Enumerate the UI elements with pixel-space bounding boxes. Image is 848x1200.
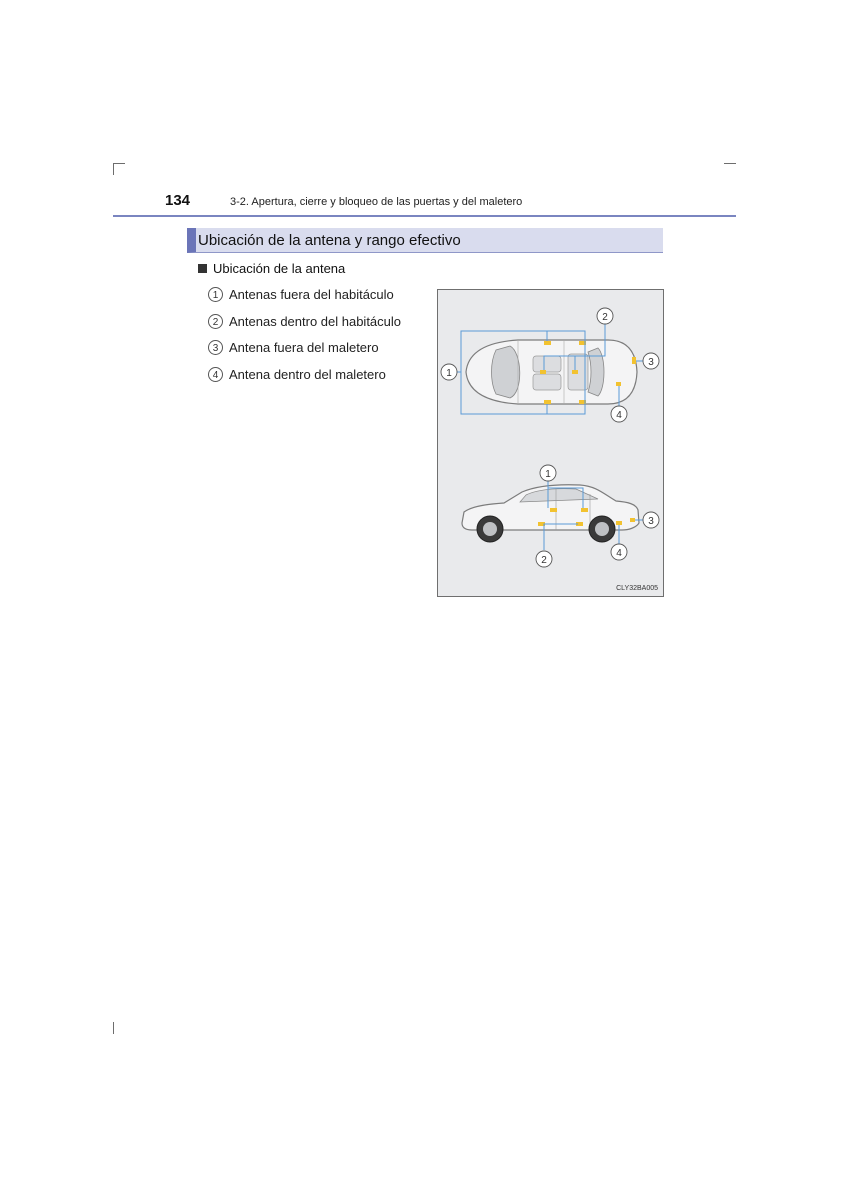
square-bullet-icon [198, 264, 207, 273]
page-number: 134 [165, 192, 191, 209]
legend-item [208, 313, 401, 330]
crop-mark-top-left-v [113, 163, 114, 175]
legend-label: Antena fuera del maletero [229, 340, 379, 355]
legend-item [208, 366, 386, 383]
number-circle-icon: 4 [208, 367, 223, 382]
legend-label: Antena dentro del maletero [229, 367, 386, 382]
crop-mark-top-right-h [724, 163, 736, 164]
antenna-location-figure [437, 289, 664, 597]
section-title: Ubicación de la antena y rango efectivo [198, 232, 461, 249]
figure-code: CLY32BA005 [616, 585, 658, 592]
legend-item [208, 339, 379, 356]
callout-number: 2 [602, 312, 608, 323]
car-top-view [466, 340, 637, 404]
number-circle-icon: 3 [208, 340, 223, 355]
callout-number: 3 [648, 357, 654, 368]
antenna-diagram [438, 290, 663, 596]
car-side-view [462, 485, 639, 542]
legend-label: Antenas fuera del habitáculo [229, 287, 394, 302]
legend-label: Antenas dentro del habitáculo [229, 314, 402, 329]
callout-number: 4 [616, 548, 622, 559]
header-rule [113, 215, 736, 217]
crop-mark-top-left-h [113, 163, 125, 164]
callout-number: 3 [648, 516, 654, 527]
running-head: 3-2. Apertura, cierre y bloqueo de las puertas y del maletero [230, 196, 523, 208]
sub-heading-text: Ubicación de la antena [213, 261, 346, 276]
number-circle-icon: 2 [208, 314, 223, 329]
sub-heading [198, 261, 345, 276]
callout-number: 2 [541, 555, 547, 566]
callout-number: 1 [545, 469, 551, 480]
callout-number: 1 [446, 368, 452, 379]
crop-mark-bottom-left-v [113, 1022, 114, 1034]
number-circle-icon: 1 [208, 287, 223, 302]
legend-item [208, 286, 394, 303]
callout-number: 4 [616, 410, 622, 421]
